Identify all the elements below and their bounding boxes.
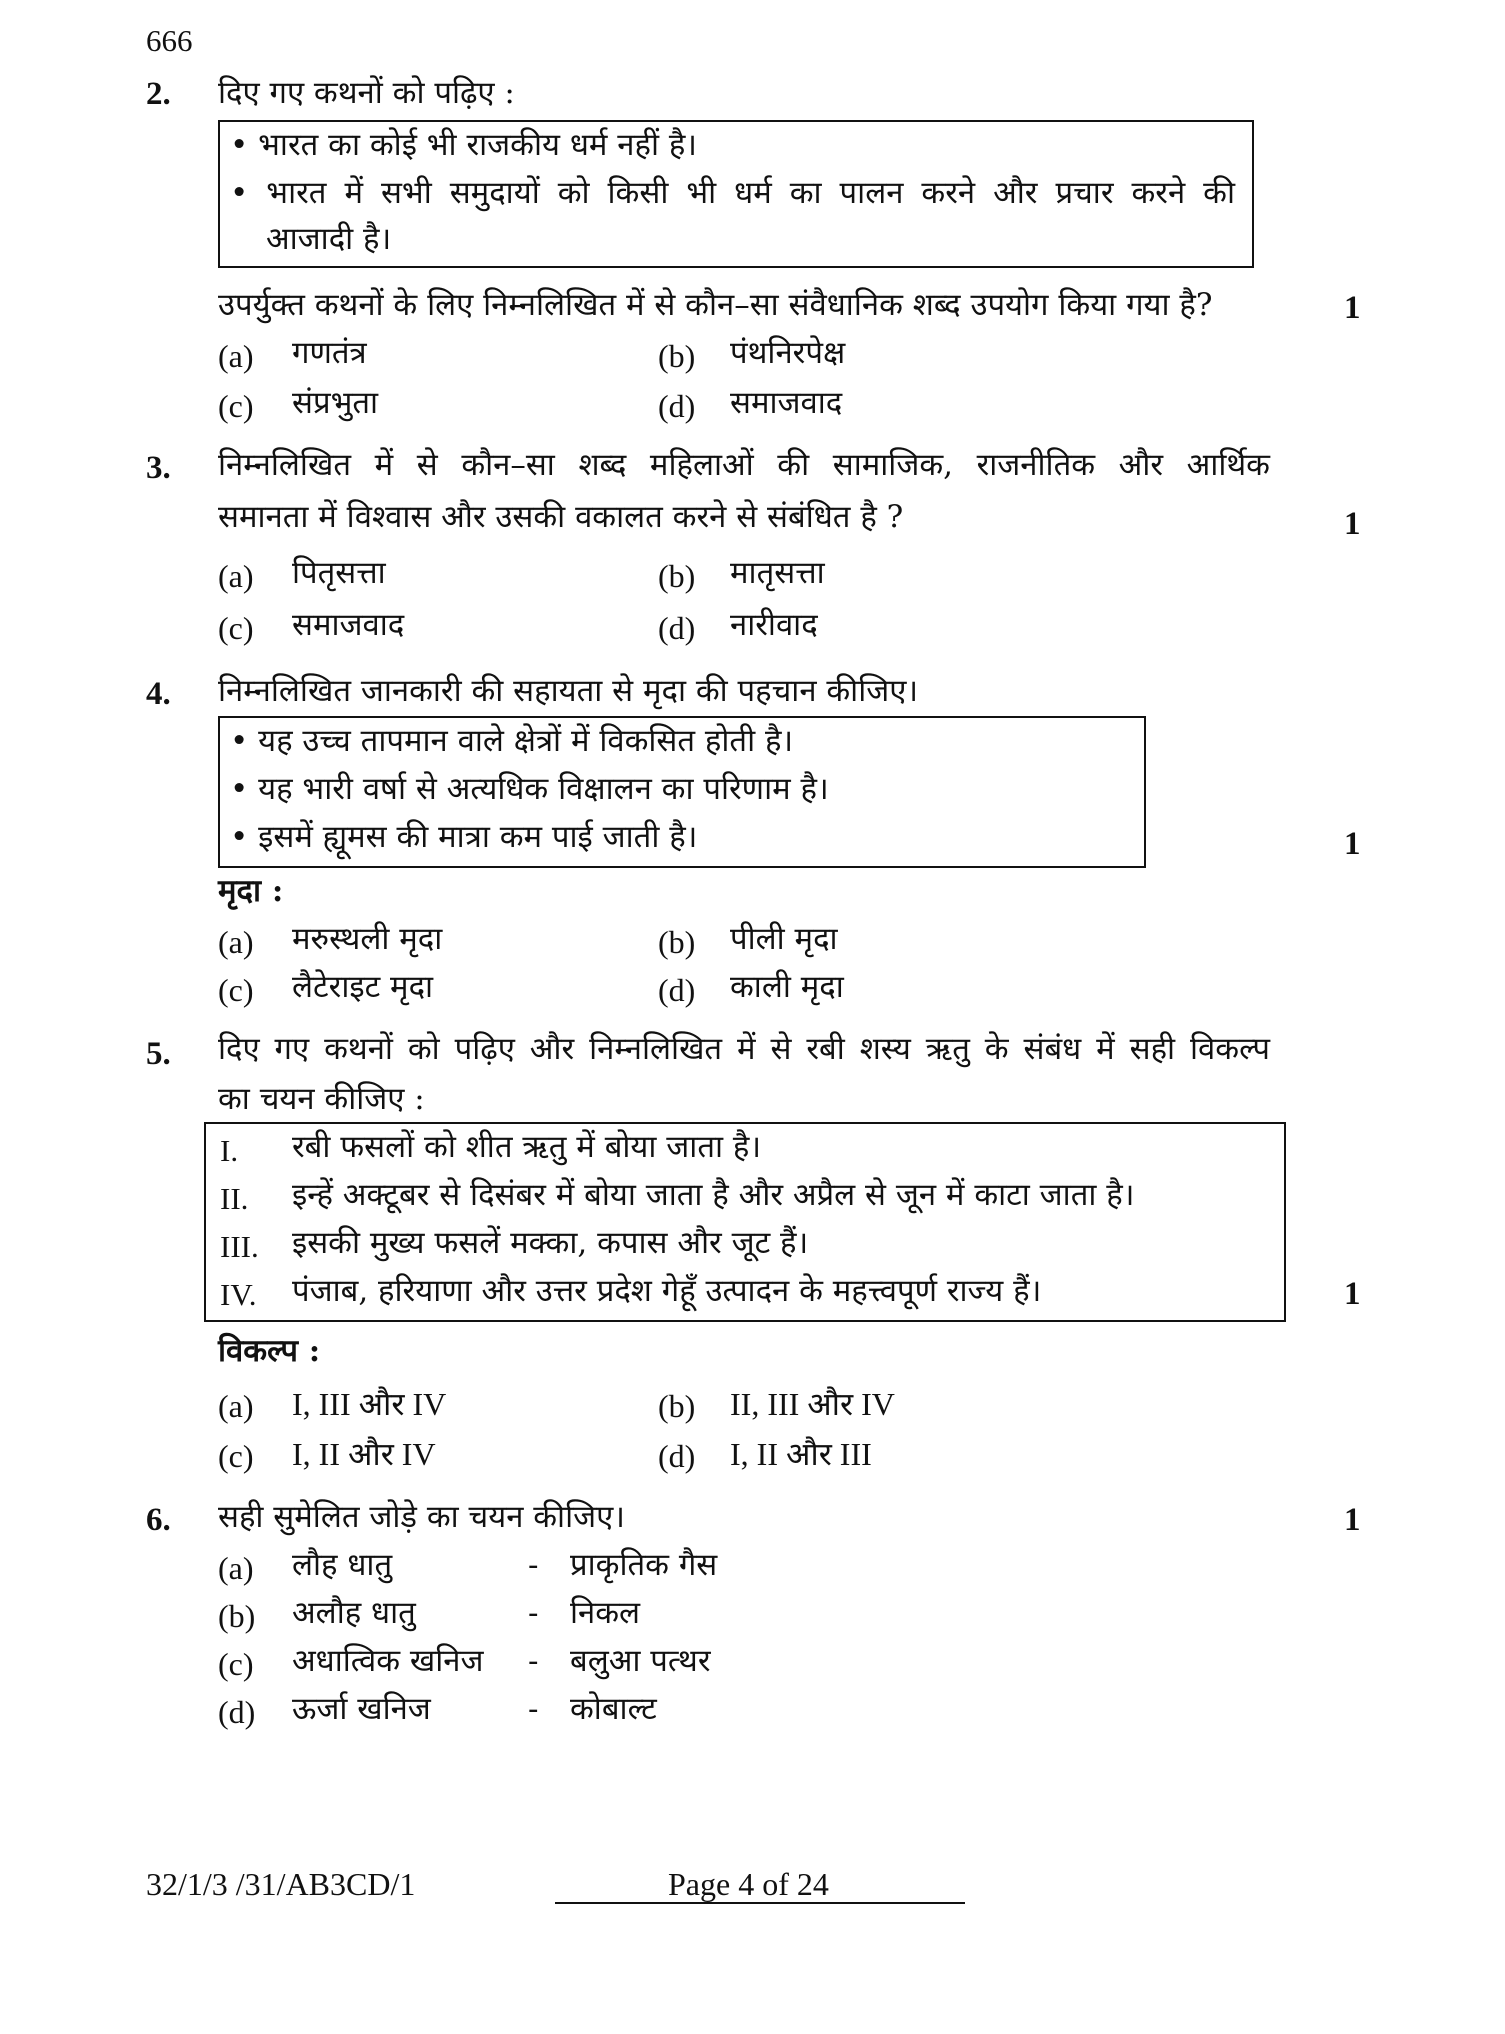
q3-question-line-1: निम्नलिखित में से कौन–सा शब्द महिलाओं की सामाजिक, राजनीतिक और आर्थिक xyxy=(218,447,1270,483)
q2-option-c-label: (c) xyxy=(218,388,254,424)
q5-option-a-label: (a) xyxy=(218,1388,254,1424)
q5-question-line-2: का चयन कीजिए : xyxy=(218,1081,425,1117)
q4-option-b: पीली मृदा xyxy=(730,921,838,957)
q4-option-c-label: (c) xyxy=(218,972,254,1008)
q2-box-item-continued: आजादी है। xyxy=(266,221,392,257)
q6-pair-d-label: (d) xyxy=(218,1694,256,1730)
q2-option-b-label: (b) xyxy=(658,338,696,374)
paper-code: 32/1/3 /31/AB3CD/1 xyxy=(146,1866,416,1902)
q6-pair-b-label: (b) xyxy=(218,1598,256,1634)
q2-option-d: समाजवाद xyxy=(730,385,843,421)
q6-pair-a-left: लौह धातु xyxy=(292,1547,393,1583)
question-number-6: 6. xyxy=(146,1502,171,1538)
footer-rule xyxy=(555,1902,965,1904)
q5-statement-text: इन्हें अक्टूबर से दिसंबर में बोया जाता है और अप्रैल से जून में काटा जाता है। xyxy=(292,1177,1135,1213)
q3-option-d-label: (d) xyxy=(658,610,696,646)
q6-pair-d-right: कोबाल्ट xyxy=(570,1691,657,1727)
q5-option-b: II, III और IV xyxy=(730,1386,895,1422)
q2-option-d-label: (d) xyxy=(658,388,696,424)
q6-pair-a-right: प्राकृतिक गैस xyxy=(570,1547,718,1583)
q6-intro: सही सुमेलित जोड़े का चयन कीजिए। xyxy=(218,1499,626,1535)
q3-option-a-label: (a) xyxy=(218,558,254,594)
q5-question-line-1: दिए गए कथनों को पढ़िए और निम्नलिखित में से रबी शस्य ऋतु के संबंध में सही विकल्प xyxy=(218,1031,1270,1067)
q6-pair-c-right: बलुआ पत्थर xyxy=(570,1643,711,1679)
q4-box-item: • यह भारी वर्षा से अत्यधिक विक्षालन का परिणाम है। xyxy=(230,771,829,807)
q5-option-b-label: (b) xyxy=(658,1388,696,1424)
question-number-2: 2. xyxy=(146,76,171,112)
q5-statement-roman: I. xyxy=(220,1133,239,1168)
q6-pair-c-dash: - xyxy=(528,1643,539,1679)
q2-marks: 1 xyxy=(1344,290,1361,326)
q5-option-a: I, III और IV xyxy=(292,1386,447,1422)
q4-box-item: • इसमें ह्यूमस की मात्रा कम पाई जाती है। xyxy=(230,819,698,855)
q5-sub-label: विकल्प : xyxy=(218,1333,321,1369)
q5-marks: 1 xyxy=(1344,1276,1361,1312)
q6-pair-c-left: अधात्विक खनिज xyxy=(292,1643,484,1679)
q3-question-line-2: समानता में विश्वास और उसकी वकालत करने से संबंधित है ? xyxy=(218,499,904,535)
q2-statement-box xyxy=(218,120,1254,268)
q4-option-d: काली मृदा xyxy=(730,969,844,1005)
q5-statement-box xyxy=(204,1122,1286,1322)
q2-option-c: संप्रभुता xyxy=(292,385,379,421)
q4-option-d-label: (d) xyxy=(658,972,696,1008)
q5-statement-roman: IV. xyxy=(220,1277,257,1312)
q4-option-b-label: (b) xyxy=(658,924,696,960)
q5-statement-text: रबी फसलों को शीत ऋतु में बोया जाता है। xyxy=(292,1129,762,1165)
q2-intro: दिए गए कथनों को पढ़िए : xyxy=(218,75,515,111)
q2-option-a-label: (a) xyxy=(218,338,254,374)
q6-pair-b-left: अलौह धातु xyxy=(292,1595,416,1631)
q4-option-a: मरुस्थली मृदा xyxy=(292,921,443,957)
q3-option-c-label: (c) xyxy=(218,610,254,646)
q4-marks: 1 xyxy=(1344,826,1361,862)
q3-option-b: मातृसत्ता xyxy=(730,555,825,591)
q5-option-d-label: (d) xyxy=(658,1438,696,1474)
q3-option-a: पितृसत्ता xyxy=(292,555,386,591)
q4-sub-label: मृदा : xyxy=(218,873,284,909)
question-number-4: 4. xyxy=(146,676,171,712)
q6-pair-c-label: (c) xyxy=(218,1646,254,1682)
q5-option-c: I, II और IV xyxy=(292,1436,436,1472)
page-number-label: 666 xyxy=(146,23,193,58)
q5-option-d: I, II और III xyxy=(730,1436,872,1472)
q2-option-a: गणतंत्र xyxy=(292,335,367,371)
q6-marks: 1 xyxy=(1344,1502,1361,1538)
q5-statement-roman: II. xyxy=(220,1181,249,1216)
q2-question: उपर्युक्त कथनों के लिए निम्नलिखित में से कौन–सा संवैधानिक शब्द उपयोग किया गया है? xyxy=(218,287,1213,323)
q3-option-c: समाजवाद xyxy=(292,607,405,643)
q5-statement-text: इसकी मुख्य फसलें मक्का, कपास और जूट हैं। xyxy=(292,1225,809,1261)
q4-info-box xyxy=(218,716,1146,868)
q3-option-d: नारीवाद xyxy=(730,607,818,643)
q6-pair-a-dash: - xyxy=(528,1547,539,1583)
q5-statement-text: पंजाब, हरियाणा और उत्तर प्रदेश गेहूँ उत्पादन के महत्त्वपूर्ण राज्य हैं। xyxy=(292,1273,1042,1309)
q6-pair-b-dash: - xyxy=(528,1595,539,1631)
q3-option-b-label: (b) xyxy=(658,558,696,594)
question-number-3: 3. xyxy=(146,450,171,486)
q2-box-item: • भारत का कोई भी राजकीय धर्म नहीं है। xyxy=(230,127,698,163)
q4-option-a-label: (a) xyxy=(218,924,254,960)
q6-pair-d-left: ऊर्जा खनिज xyxy=(292,1691,431,1727)
q3-marks: 1 xyxy=(1344,506,1361,542)
question-number-5: 5. xyxy=(146,1036,171,1072)
q5-statement-roman: III. xyxy=(220,1229,259,1264)
page-indicator: Page 4 of 24 xyxy=(668,1866,829,1902)
q4-intro: निम्नलिखित जानकारी की सहायता से मृदा की पहचान कीजिए। xyxy=(218,673,919,709)
q6-pair-a-label: (a) xyxy=(218,1550,254,1586)
q6-pair-d-dash: - xyxy=(528,1691,539,1727)
q4-box-item: • यह उच्च तापमान वाले क्षेत्रों में विकसित होती है। xyxy=(230,723,794,759)
q6-pair-b-right: निकल xyxy=(570,1595,641,1631)
q2-option-b: पंथनिरपेक्ष xyxy=(730,335,846,371)
q5-option-c-label: (c) xyxy=(218,1438,254,1474)
q4-option-c: लैटेराइट मृदा xyxy=(292,969,434,1005)
q2-box-item: • भारत में सभी समुदायों को किसी भी धर्म का पालन करने और प्रचार करने की xyxy=(230,175,1235,211)
